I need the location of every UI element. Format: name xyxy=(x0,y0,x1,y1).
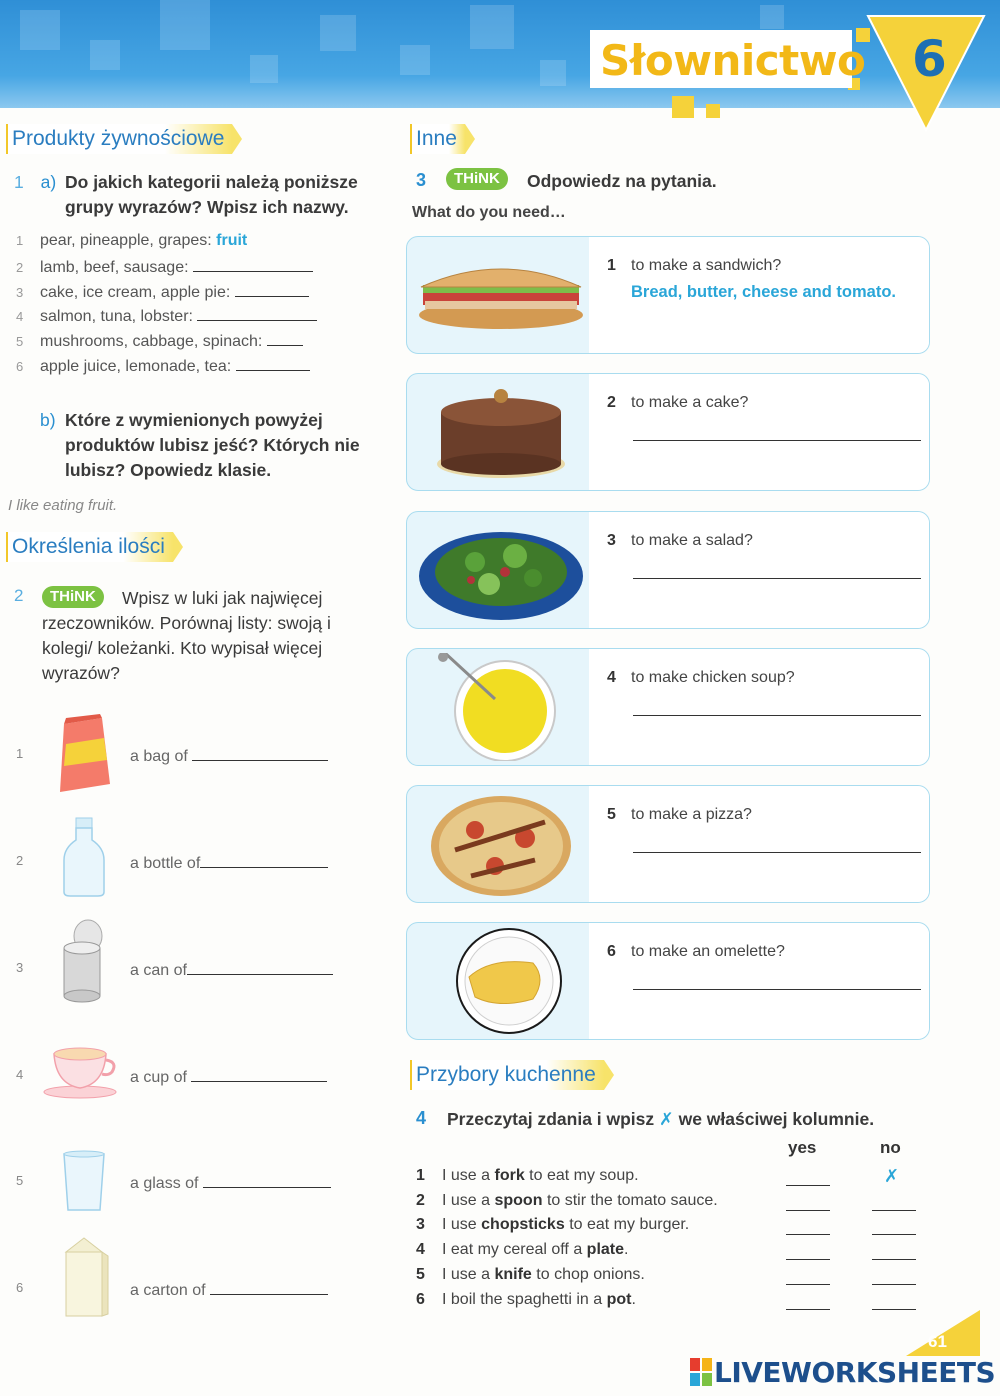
answer-line[interactable] xyxy=(210,1280,328,1295)
cake-image xyxy=(415,378,587,486)
omelette-image xyxy=(415,927,587,1035)
question-card-omelette xyxy=(406,922,930,1040)
no-line[interactable] xyxy=(872,1259,916,1260)
question-4: 4 to make chicken soup? xyxy=(607,669,795,686)
soup-image xyxy=(415,653,587,761)
salad-image xyxy=(415,516,587,624)
ex1-part-a: a) xyxy=(40,172,57,192)
carton-icon xyxy=(56,1236,112,1320)
section-kitchen-utensils: Przybory kuchenne xyxy=(410,1060,604,1090)
ex3-instruction: Odpowiedz na pytania. xyxy=(527,171,717,191)
column-no: no xyxy=(880,1138,901,1157)
think-badge: THiNK xyxy=(42,586,104,608)
ex4-instruction: Przeczytaj zdania i wpisz ✗ we właściwej kolumnie. xyxy=(447,1109,875,1129)
question-card-soup xyxy=(406,648,930,766)
item-number: 6 xyxy=(16,1280,24,1295)
no-line[interactable] xyxy=(872,1234,916,1235)
list-item: 4 salmon, tuna, lobster: xyxy=(16,306,317,326)
ex3-number: 3 xyxy=(416,170,427,190)
ex2-instruction: Wpisz w luki jak najwięcej rzeczowników. Porównaj listy: swoją i kolegi/ koleżanki. Kto wypisał więcej wyrazów? xyxy=(42,588,331,683)
answer-line[interactable] xyxy=(187,960,333,975)
item-number: 1 xyxy=(16,746,24,761)
list-item: 1 pear, pineapple, grapes: fruit xyxy=(16,232,248,249)
yes-line[interactable] xyxy=(786,1309,830,1310)
item-number: 5 xyxy=(16,1173,24,1188)
question-2: 2 to make a cake? xyxy=(607,394,749,411)
bag-icon xyxy=(52,714,116,796)
answer-line[interactable] xyxy=(633,852,921,853)
answer-1: Bread, butter, cheese and tomato. xyxy=(631,283,896,301)
answer-line[interactable] xyxy=(235,282,309,297)
list-item: 5 mushrooms, cabbage, spinach: xyxy=(16,331,303,351)
yes-line[interactable] xyxy=(786,1259,830,1260)
question-card-pizza xyxy=(406,785,930,903)
page-title: Słownictwo xyxy=(600,36,866,85)
ex4-number: 4 xyxy=(416,1108,427,1128)
x-mark-icon: ✗ xyxy=(659,1109,674,1129)
section-other: Inne xyxy=(410,124,465,154)
ex1-number: 1 xyxy=(14,172,24,192)
ex2-number: 2 xyxy=(14,586,24,605)
section-quantities: Określenia ilości xyxy=(6,532,173,562)
can-icon xyxy=(58,918,108,1004)
page-number: 61 xyxy=(928,1332,947,1351)
bottle-icon xyxy=(60,816,110,898)
pizza-image xyxy=(415,790,587,898)
list-item: a cup of xyxy=(130,1067,327,1087)
question-card-sandwich xyxy=(406,236,930,354)
answer-line[interactable] xyxy=(203,1173,331,1188)
yes-line[interactable] xyxy=(786,1185,830,1186)
answer-fruit: fruit xyxy=(216,232,248,249)
answer-line[interactable] xyxy=(633,715,921,716)
x-mark-icon: ✗ xyxy=(884,1166,900,1186)
answer-line[interactable] xyxy=(197,306,317,321)
answer-line[interactable] xyxy=(633,989,921,990)
item-number: 3 xyxy=(16,960,24,975)
brand-watermark: LIVEWORKSHEETS xyxy=(714,1356,996,1389)
answer-line[interactable] xyxy=(633,578,921,579)
answer-line[interactable] xyxy=(267,331,303,346)
list-item: a glass of xyxy=(130,1173,331,1193)
example-sentence: I like eating fruit. xyxy=(8,497,118,514)
sentence-row: 3 I use chopsticks to eat my burger. xyxy=(416,1216,690,1233)
glass-icon xyxy=(60,1150,108,1214)
sentence-row: 1 I use a fork to eat my soup. xyxy=(416,1167,639,1184)
list-item: 2 lamb, beef, sausage: xyxy=(16,257,313,277)
answer-line[interactable] xyxy=(236,356,310,371)
yes-line[interactable] xyxy=(786,1210,830,1211)
ex3-lead: What do you need… xyxy=(412,204,566,221)
question-card-salad xyxy=(406,511,930,629)
list-item: a can of xyxy=(130,960,333,980)
question-1: 1 to make a sandwich? xyxy=(607,257,782,274)
yes-line[interactable] xyxy=(786,1284,830,1285)
liveworksheets-logo-icon xyxy=(690,1358,712,1386)
answer-line[interactable] xyxy=(633,440,921,441)
ex1b-text: Które z wymienionych powyżej produktów lubisz jeść? Których nie lubisz? Opowiedz klasie. xyxy=(65,410,360,480)
item-number: 2 xyxy=(16,853,24,868)
sentence-row: 2 I use a spoon to stir the tomato sauce. xyxy=(416,1192,718,1209)
question-card-cake xyxy=(406,373,930,491)
question-6: 6 to make an omelette? xyxy=(607,943,785,960)
yes-line[interactable] xyxy=(786,1234,830,1235)
cup-icon xyxy=(42,1040,122,1100)
section-food-products: Produkty żywnościowe xyxy=(6,124,232,154)
unit-number: 6 xyxy=(912,30,947,88)
list-item: 3 cake, ice cream, apple pie: xyxy=(16,282,309,302)
sentence-row: 4 I eat my cereal off a plate. xyxy=(416,1241,629,1258)
ex1-part-b: b) xyxy=(40,410,56,430)
think-badge: THiNK xyxy=(446,168,508,190)
list-item: a bag of xyxy=(130,746,328,766)
answer-line[interactable] xyxy=(200,853,328,868)
question-5: 5 to make a pizza? xyxy=(607,806,752,823)
item-number: 4 xyxy=(16,1067,24,1082)
answer-line[interactable] xyxy=(192,746,328,761)
list-item: 6 apple juice, lemonade, tea: xyxy=(16,356,310,376)
answer-line[interactable] xyxy=(193,257,313,272)
column-yes: yes xyxy=(788,1138,817,1157)
ex1a-text: Do jakich kategorii należą poniższe grupy wyrazów? Wpisz ich nazwy. xyxy=(65,172,358,217)
sentence-row: 5 I use a knife to chop onions. xyxy=(416,1266,645,1283)
answer-line[interactable] xyxy=(191,1067,327,1082)
sandwich-image xyxy=(415,241,587,349)
sentence-row: 6 I boil the spaghetti in a pot. xyxy=(416,1291,636,1308)
no-line[interactable] xyxy=(872,1284,916,1285)
list-item: a bottle of xyxy=(130,853,328,873)
question-3: 3 to make a salad? xyxy=(607,532,753,549)
no-line[interactable] xyxy=(872,1210,916,1211)
list-item: a carton of xyxy=(130,1280,328,1300)
